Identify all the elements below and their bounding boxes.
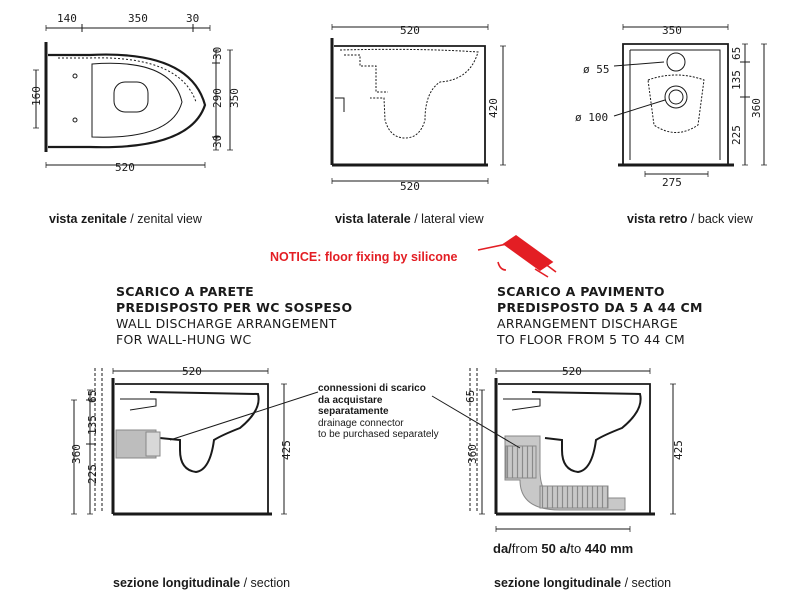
dim-30b: 30 bbox=[211, 134, 224, 148]
dim-140: 140 bbox=[57, 12, 77, 25]
top-view-caption: vista zenitale / zenital view bbox=[49, 212, 202, 226]
dim-290: 290 bbox=[211, 88, 224, 108]
dim-30-top: 30 bbox=[186, 12, 200, 25]
wall-dim-65: 65 bbox=[86, 389, 99, 403]
floor-dim-width: 520 bbox=[562, 365, 582, 378]
back-view-caption: vista retro / back view bbox=[627, 212, 753, 226]
notice-text: NOTICE: floor fixing by silicone bbox=[270, 250, 458, 264]
floor-dim-360: 360 bbox=[466, 444, 479, 464]
dim-275: 275 bbox=[662, 176, 682, 189]
floor-range-text: da/from 50 a/to 440 mm bbox=[493, 541, 634, 556]
dim-side-bottom: 520 bbox=[400, 180, 420, 193]
side-view-caption: vista laterale / lateral view bbox=[335, 212, 484, 226]
dim-520: 520 bbox=[115, 161, 135, 174]
wall-dim-width: 520 bbox=[182, 365, 202, 378]
dim-side-height: 420 bbox=[487, 98, 500, 118]
side-view bbox=[332, 27, 503, 181]
dim-350-v: 350 bbox=[228, 88, 241, 108]
dim-d100: ø 100 bbox=[575, 111, 609, 124]
dim-back-65: 65 bbox=[730, 46, 743, 60]
floor-section-caption: sezione longitudinale / section bbox=[494, 576, 672, 590]
dim-back-225: 225 bbox=[730, 125, 743, 145]
dim-side-top: 520 bbox=[400, 24, 420, 37]
wall-dim-360: 360 bbox=[70, 444, 83, 464]
floor-dim-425: 425 bbox=[672, 440, 685, 460]
top-view bbox=[36, 24, 230, 165]
wall-section-heading: SCARICO A PARETE PREDISPOSTO PER WC SOSPESO WALL DISCHARGE ARRANGEMENT FOR WALL-HUNG WC bbox=[116, 284, 353, 347]
silicone-gun-icon bbox=[478, 236, 556, 277]
dim-30a: 30 bbox=[211, 46, 224, 60]
floor-dim-65: 65 bbox=[464, 389, 477, 403]
floor-section-heading: SCARICO A PAVIMENTO PREDISPOSTO DA 5 A 44 CM ARRANGEMENT DISCHARGE TO FLOOR FROM 5 TO 44 CM bbox=[497, 284, 703, 347]
wall-dim-225: 225 bbox=[86, 464, 99, 484]
wall-dim-135: 135 bbox=[86, 415, 99, 435]
connector-note: connessioni di scarico da acquistare separatamente drainage connector to be purchased separately bbox=[318, 383, 439, 440]
top-view-dims bbox=[30, 12, 241, 174]
wall-section-dims bbox=[70, 365, 293, 484]
dim-back-360: 360 bbox=[750, 98, 763, 118]
dim-back-135: 135 bbox=[730, 70, 743, 90]
wall-dim-425: 425 bbox=[280, 440, 293, 460]
dim-d55: ø 55 bbox=[583, 63, 610, 76]
wall-section-caption: sezione longitudinale / section bbox=[113, 576, 291, 590]
dim-back-width: 350 bbox=[662, 24, 682, 37]
dim-350: 350 bbox=[128, 12, 148, 25]
dim-160: 160 bbox=[30, 86, 43, 106]
